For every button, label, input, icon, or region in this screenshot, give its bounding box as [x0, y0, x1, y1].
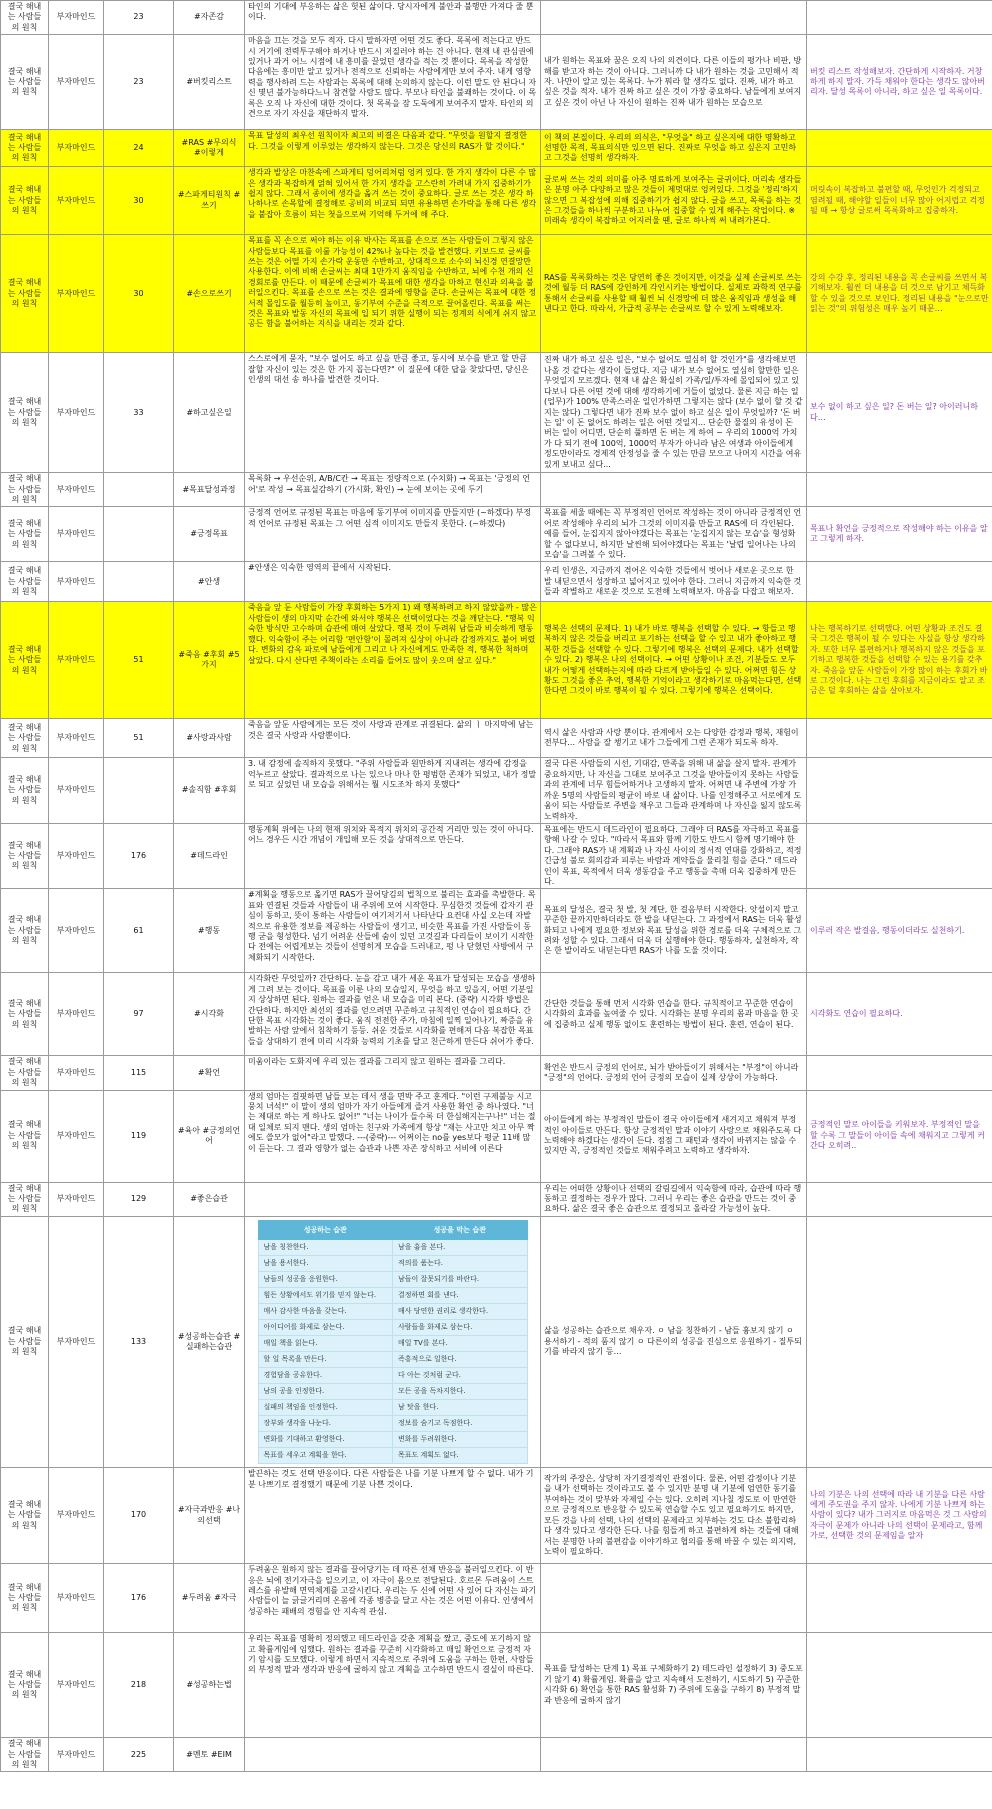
habit-cell: 남의 공을 인정한다. [258, 1384, 393, 1400]
tag-cell: #사랑과사람 [174, 719, 245, 758]
habit-row [258, 1336, 527, 1352]
page-cell: 218 [104, 1633, 174, 1738]
tag-cell: #하고싶은일 [174, 353, 245, 473]
thought-cell: 목표를 달성하는 단계 1) 목표 구체화하기 2) 데드라인 설정하기 3) 중도포기 않기 4) 확률게임. 확률을 알고 지속해서 도전하기, 시도하기 5) 꾸준한 시각화 6) 확언을 통한 RAS 활성화 7) 주위에 도움을 구하기 8) 부정적 말과 반응에 굴하지 않기 [541, 1633, 807, 1738]
tag-cell: #두려움 #자극 [174, 1564, 245, 1633]
table-row [1, 719, 992, 758]
tag-cell: #손으로쓰기 [174, 235, 245, 353]
habit-cell: 변화를 기대하고 환영한다. [258, 1432, 393, 1448]
habit-cell: 힘든 상황에서도 위기를 믿지 않는다. [258, 1288, 393, 1304]
quote-cell: 발끈하는 것도 선택 반응이다. 다른 사람들은 나를 기분 나쁘게 할 수 없다. 내가 기분 나쁘기로 결정했기 때문에 기분 나쁜 것이다. [245, 1468, 541, 1564]
action-cell: 강의 수강 후, 정리된 내용을 꼭 손글씨를 쓰면서 복기해보자. 훨씬 더 내용을 더 것으로 남기고 체득화할 수 있을 것으로 보인다. 정리된 내용을 "눈으로만 읽는 것"의 위험성은 매우 높기 때문… [807, 235, 992, 353]
quote-cell: 행동계획 위에는 나의 현재 위치와 목적지 위치의 공간적 거리만 있는 것이 아니다. 어느 경우든 시간 개념이 개입해 모든 것을 상대적으로 만든다. [245, 823, 541, 888]
page-cell [104, 507, 174, 562]
habit-row [258, 1320, 527, 1336]
category-cell: 결국 해내는 사람들의 원칙 [1, 1564, 49, 1633]
tag-cell: #RAS #무의식 #이렇게 [174, 130, 245, 167]
quote-cell: 타인의 기대에 부응하는 삶은 헛된 삶이다. 당시자에게 불안과 불행만 가져다 줄 뿐이다. [245, 1, 541, 35]
quote-cell: 스스로에게 묻자, "보수 없어도 하고 싶을 만큼 좋고, 동시에 보수를 받고 할 만큼 잘할 자신이 있는 것은 한 가지 꼽는다면?" 이 질문에 대한 답을 찾았다면, 당신은 인생의 대선 송 하나를 발견한 것이다. [245, 353, 541, 473]
quote-cell: 미움이라는 도화지에 우리 있는 결과를 그리지 않고 원하는 결과를 그리다. [245, 1056, 541, 1090]
author-cell: 부자마인드 [49, 973, 104, 1056]
table-row [1, 1564, 992, 1633]
author-cell: 부자마인드 [49, 1182, 104, 1216]
category-cell: 결국 해내는 사람들의 원칙 [1, 602, 49, 719]
tag-cell: #성공하는법 [174, 1633, 245, 1738]
table-row [1, 130, 992, 167]
page-cell: 51 [104, 602, 174, 719]
action-cell [807, 1182, 992, 1216]
author-cell: 부자마인드 [49, 473, 104, 507]
table-row [1, 973, 992, 1056]
action-cell [807, 562, 992, 602]
habit-row [258, 1432, 527, 1448]
page-cell: 61 [104, 889, 174, 973]
tag-cell: #목표달성과정 [174, 473, 245, 507]
table-row [1, 1, 992, 35]
page-cell: 23 [104, 1, 174, 35]
habit-cell: 아이디어를 화제로 삼는다. [258, 1320, 393, 1336]
category-cell: 결국 해내는 사람들의 원칙 [1, 235, 49, 353]
category-cell: 결국 해내는 사람들의 원칙 [1, 823, 49, 888]
habit-header-success: 성공하는 습관 [258, 1220, 393, 1239]
thought-cell: 이 책의 본질이다. 우리의 의식은, "무엇을" 하고 싶은지에 대한 명확하고 선명한 목적, 목표의식만 있으면 된다. 진짜로 무엇을 하고 싶은지 고민하고 그것을 선명히 생각하자. [541, 130, 807, 167]
author-cell: 부자마인드 [49, 1090, 104, 1182]
table-row [1, 1468, 992, 1564]
habit-cell: 적의를 품는다. [393, 1256, 528, 1272]
habit-row [258, 1400, 527, 1416]
action-cell: 머릿속이 복잡하고 불편할 때, 무엇인가 걱정되고 염려될 때, 해야할 일들이 너무 많아 어지럽고 걱정될 때 → 항상 글로써 목록화하고 집중하자. [807, 167, 992, 235]
thought-cell: 작가의 주장은, 상당히 자기결정적인 관점이다. 물론, 어떤 감정이나 기분을 내가 선택하는 것이라고도 볼 수 있지만 분명 내 기분에 엄연한 동기를 부여하는 것이 맞부와 자제일 수는 있다. 오히려 지나칠 정도로 이 만연한으로 긍정적으로 반응할 수 있도록 연습할 수도 있고 필요하기도 하지만, 모든 것을 나의 선택, 나의 선택의 문제라고 치부하는 것도 다소 불합리하다 생각 있다고 생각한 든다. 나를 힘들게 하고 불편하게 하는 것들에 대해서는 분명한 나의 불편감을 이야기하고 협의를 통해 바꿀 수 있는 의지력, 노력이 필요하다. [541, 1468, 807, 1564]
habit-cell: 실패의 책임을 인정한다. [258, 1400, 393, 1416]
action-cell [807, 1, 992, 35]
action-cell [807, 1056, 992, 1090]
table-row [1, 758, 992, 823]
author-cell: 부자마인드 [49, 130, 104, 167]
action-cell [807, 823, 992, 888]
table-row [1, 562, 992, 602]
category-cell: 결국 해내는 사람들의 원칙 [1, 1216, 49, 1467]
action-cell [807, 1564, 992, 1633]
habit-comparison-table [258, 1220, 528, 1464]
habit-row [258, 1416, 527, 1432]
tag-cell: #버킷리스트 [174, 35, 245, 130]
tag-cell: #행동 [174, 889, 245, 973]
table-row [1, 823, 992, 888]
action-cell: 보수 없이 하고 싶은 일? 돈 버는 일? 아이러니하다… [807, 353, 992, 473]
page-cell: 133 [104, 1216, 174, 1467]
action-cell [807, 1738, 992, 1772]
thought-cell: 우리 인생은, 지금까지 겪어온 익숙한 것들에서 벗어나 새로운 곳으로 한 발 내딛으면서 성장하고 넓어지고 있어야 한다. 그러니 지금까지 익숙한 것들과 작별하고 새로운 것으로 도전해 노력해보자. 마음을 다잡고 해보자. [541, 562, 807, 602]
author-cell: 부자마인드 [49, 1633, 104, 1738]
category-cell: 결국 해내는 사람들의 원칙 [1, 973, 49, 1056]
table-row [1, 1216, 992, 1467]
author-cell: 부자마인드 [49, 1468, 104, 1564]
action-cell: 이루러 작은 발걸음, 행동이더라도 실천하기. [807, 889, 992, 973]
thought-cell: 목표를 세울 때에는 꼭 부정적인 언어로 작성하는 것이 아니라 긍정적인 언어로 작성해야 우리의 뇌가 그것의 이미지를 만들고 RAS에 더 각인된다. 예를 들어, 눈집지지 않아야겠다는 목표는 '눈집지지 않는 모습'을 형성화할 수 없다보니, 하지만 날씬해 되어야겠다는 목표는 '날렵 일어나는 나의 모습'을 그려볼 수 있다. [541, 507, 807, 562]
thought-cell: 글로써 쓰는 것의 의미를 아주 명료하게 보여주는 글귀이다. 머리속 생각들은 분명 아주 다양하고 많은 것들이 제멋대로 엉켜있다. 그것을 '정리'하지 않으면 그 복잡성에 의해 집중하기가 쉽지 않다. 글을 쓰고, 목록을 하는 것은 그것들을 하나씩 구분하고 나누어 집중할 수 있게 해주는 작업이다. ※ 미래속 생각이 복잡하고 어지러울 땐, 글로 하나씩 써 내려가본다. [541, 167, 807, 235]
thought-cell: 목표의 달성은, 결국 첫 발, 첫 계단, 한 걸음부터 시작한다. 앗설이지 말고 꾸준한 끝까지만하더라도 한 발을 내딛는다. 그 과정에서 RAS는 더욱 활성화되고 나에게 필요한 정보와 목표 달성을 위한 경로를 더욱 구체적으로 그려와 성할 수 있다. 그래서 더욱 더 실행해야 한다. 행동하자, 실천하자, 작은 한 발이라도 내딛는다면 RAS가 나를 도울 것이다. [541, 889, 807, 973]
quote-cell: 목표 달성의 최우선 원칙이자 최고의 비결은 다음과 같다. "무엇을 원할지 결정한다. 그것을 이렇게 이루었는 생각하지 않는다. 그것은 당신의 RAS가 할 것이다." [245, 130, 541, 167]
table-row [1, 167, 992, 235]
category-cell: 결국 해내는 사람들의 원칙 [1, 719, 49, 758]
table-row [1, 1090, 992, 1182]
thought-cell: 역시 삶은 사람과 사랑 뿐이다. 관계에서 오는 다양한 감정과 행복, 재험이 전부다… 사람을 잘 챙기고 내가 그들에게 그런 존재가 되도록 하자. [541, 719, 807, 758]
author-cell: 부자마인드 [49, 235, 104, 353]
category-cell: 결국 해내는 사람들의 원칙 [1, 1633, 49, 1738]
author-cell: 부자마인드 [49, 823, 104, 888]
action-cell: 버킷 리스트 작성해보자. 간단하게 시작하자. 거창하게 하지 말자. 가득 채워야 한다는 생각도 않아버리자. 달성 목록이 아니라, 하고 싶은 일 목록이다. [807, 35, 992, 130]
page-cell: 51 [104, 719, 174, 758]
thought-cell: 목표에는 반드시 데드라인이 필요하다. 그래야 더 RAS를 자극하고 목표를 향해 나갈 수 있다. "따라서 목표와 함께 기한도 반드시 함께 명기해야 한다. 그래야 RAS가 내 계획과 나 자신 사이의 정서적 연대를 강화하고, 적정 긴급성 불로 회의감과 피루는 바람과 계약들을 물리칠 힘을 준다." 데드라인이 목표, 목적에서 더욱 생동감을 주고 행동을 촉매 더욱 집중하게 만든다. [541, 823, 807, 888]
habit-cell: 할 일 목록을 만든다. [258, 1352, 393, 1368]
quote-cell: 죽음을 앞둔 사람에게는 모든 것이 사랑과 관계로 귀결된다. 삶의 ㅣ 마지막에 남는 것은 결국 사랑과 사람뿐이다. [245, 719, 541, 758]
habit-cell: 매일 TV를 본다. [393, 1336, 528, 1352]
table-row [1, 889, 992, 973]
page-cell: 176 [104, 1564, 174, 1633]
habit-cell: 경험담을 공유한다. [258, 1368, 393, 1384]
category-cell: 결국 해내는 사람들의 원칙 [1, 1468, 49, 1564]
habit-cell: 매사 감사한 마음을 갖는다. [258, 1304, 393, 1320]
habit-row [258, 1256, 527, 1272]
habit-cell: 사람들을 화제로 삼는다. [393, 1320, 528, 1336]
habit-row [258, 1352, 527, 1368]
thought-cell: 결국 다른 사람들의 시선, 기대감, 만족을 위해 내 삶을 살지 말자. 관계가 중요하지만, 나 자신을 그대로 보여주고 그것을 받아들이지 못하는 사람들과의 관계에 너무 힘들어하거나 고생하지 말자. 어쩌면 내 주변에 가장 가까운 5명의 사람들의 평균이 바로 내 삶이다. 나를 인정해주고 서로에게 도움이 되는 사람들로 주변을 채우고 그들과 관계하며 나 자신을 잃지 않도록 노력하자. [541, 758, 807, 823]
habit-cell: 남을 용서한다. [258, 1256, 393, 1272]
habit-header-fail: 성공을 막는 습관 [393, 1220, 528, 1239]
page-cell: 170 [104, 1468, 174, 1564]
page-cell: 24 [104, 130, 174, 167]
table-row [1, 35, 992, 130]
action-cell: 나는 행복하기로 선택했다. 어떤 상황과 조건도 결국 그것은 행복이 될 수 있다는 사실을 항상 생각하자. 또한 너무 불편하거나 행복하지 않은 것들을 포기하고 행복한 것들을 선택할 수 있는 용기를 갖추자. 죽음을 앞둔 사람들이 가장 많이 하는 후회가 바로 그것이다. 나는 그런 후회를 지금이라도 알고 조금은 덜 후회하는 삶을 살아보자. [807, 602, 992, 719]
table-row [1, 1182, 992, 1216]
tag-cell: #좋은습관 [174, 1182, 245, 1216]
quote-cell [245, 1216, 541, 1467]
habit-row [258, 1272, 527, 1288]
quote-cell: 목표를 꼭 손으로 써야 하는 이유 박사는 목표를 손으로 쓰는 사람들이 그렇지 않은 사람들보다 목표를 이룰 가능성이 42%나 높다는 것을 발견했다. 키보드로 글씨를 쓰는 것은 어떨 가지 손가락 운동만 수반하고, 상대적으로 소수의 뇌신경 연결망만 사용한다. 이에 비해 손글씨는 최대 1만가지 움직임을 수반하고, 뇌에 수천 개의 신경회로를 만든다. 이 때문에 손글씨가 목표에 대한 생각을 마하고 현신과 의욕을 불러일으킨다. 목표를 손으로 쓰는 것은 결과에 영향을 준다. 손글씨는 목표에 대한 정서적 몰입도를 월등히 높이고, 동기부여 수준을 극적으로 끌어올린다. 목표를 써는 것은 목표와 발동 자신의 목표에 입 되기 위한 실행이 되는 정계의 식에게 쉬지 않고 공든 함을 불어하는 지식을 내리는 것과 같다. [245, 235, 541, 353]
habit-cell: 정보를 숨기고 독점한다. [393, 1416, 528, 1432]
category-cell: 결국 해내는 사람들의 원칙 [1, 1738, 49, 1772]
action-cell: 목표나 확언을 긍정적으로 작성해야 하는 이유을 알고 그렇게 하자. [807, 507, 992, 562]
habit-row [258, 1368, 527, 1384]
category-cell: 결국 해내는 사람들의 원칙 [1, 562, 49, 602]
action-cell [807, 473, 992, 507]
category-cell: 결국 해내는 사람들의 원칙 [1, 35, 49, 130]
page-cell: 97 [104, 973, 174, 1056]
quote-cell: 시각화란 무엇일까? 간단하다. 눈을 감고 내가 세운 목표가 달성되는 모습을 생생하게 그려 보는 것이다. 목표를 이룬 나의 모습일지, 무엇을 하고 있을지, 어떤 기분일지 상상하면 된다. 원하는 결과를 얻은 내 모습을 미리 본다. (중략) 시각화 방법은 간단하다. 하지만 최선의 결과를 얻으려면 꾸준하고 규칙적인 연습이 필요하다. 간단한 목표 시각화는 것이 좋다. 움직 전전한 주가, 마침에 일찍 일어나기, 짜증을 유발하는 사람 앞에서 침착하기 등등. 쉬운 것들로 시각화를 편해져 다음 복잡한 목표들을 상대하기 전에 미리 시각화 능력의 기초를 달고 친근하게 만든다 쉬어가 좋다. [245, 973, 541, 1056]
table-row [1, 507, 992, 562]
quote-cell: 긍정적 언어로 규정된 목표는 마음에 동기부여 이미지를 만들지만 (~하겠다) 부정적 언어로 규정된 목표는 그 어떤 심적 이미지도 만들지 못한다. (~하겠다) [245, 507, 541, 562]
category-cell: 결국 해내는 사람들의 원칙 [1, 473, 49, 507]
page-cell: 30 [104, 167, 174, 235]
category-cell: 결국 해내는 사람들의 원칙 [1, 758, 49, 823]
habit-cell: 장부와 생각을 나눈다. [258, 1416, 393, 1432]
habit-cell: 매일 책을 읽는다. [258, 1336, 393, 1352]
quote-cell: #계획을 행동으로 옮기면 RAS가 끌어당김의 법칙으로 불리는 효과를 촉발한다. 목표와 연결된 것들과 사람들이 내 주위에 모여 시작한다. 무심한것 것들에 갑자기 관심이 동하고, 뜻이 통하는 사람들이 여기저기서 나타난다 요컨대 사실 오는데 자발적으로 유용한 정보를 제공하는 사람들이 생기고, 비슷한 목표를 가진 사람들이 동행 굳을 형성한다. 넘기 어려운 산들에 숨이 있던 고것길과 다리들이 보이기 시작한다 전에는 어렵게보는 것들이 선명히게 모습을 드러내고, 펑 나 닫혔던 사방에서 구체화되기 시작한다. [245, 889, 541, 973]
page-cell: 33 [104, 353, 174, 473]
category-cell: 결국 해내는 사람들의 원칙 [1, 507, 49, 562]
author-cell: 부자마인드 [49, 562, 104, 602]
habit-cell: 매사 당연한 권리로 생각한다. [393, 1304, 528, 1320]
tag-cell: #죽음 #후회 #5가지 [174, 602, 245, 719]
page-cell [104, 758, 174, 823]
quote-cell [245, 1738, 541, 1772]
tag-cell: #시각화 [174, 973, 245, 1056]
author-cell: 부자마인드 [49, 167, 104, 235]
tag-cell: #육아 #긍정의언어 [174, 1090, 245, 1182]
tag-cell: #자존감 [174, 1, 245, 35]
quote-cell: 목록화 → 우선순위, A/B/C칸 → 목표는 정량적으로 (수치화) → 목표는 '긍정의 언어'로 작성 → 목표실감하기 (가시화, 확인) → 눈에 보이는 곳에 두기 [245, 473, 541, 507]
thought-cell: RAS를 목록화하는 것은 당연히 좋은 것이지만, 이것을 실제 손글씨로 쓰는 것에 월등 더 RAS에 강인하게 각인시키는 방법이다. 실제로 과학적 연구를 통해서 손글씨를 사용할 때 훨씬 뇌 신경망에 더 많은 움직임과 생성을 해 낸다고 한다. 따라서, 가급적 공부는 손글씨로 할 수 있게 노력해보자. [541, 235, 807, 353]
category-cell: 결국 해내는 사람들의 원칙 [1, 1090, 49, 1182]
habit-cell: 변화를 두려워한다. [393, 1432, 528, 1448]
habit-cell: 남 탓을 한다. [393, 1400, 528, 1416]
habit-cell: 남을 칭찬한다. [258, 1240, 393, 1256]
tag-cell: #안생 [174, 562, 245, 602]
tag-cell: #데드라인 [174, 823, 245, 888]
action-cell: 시각화도 연습이 필요하다. [807, 973, 992, 1056]
author-cell: 부자마인드 [49, 1, 104, 35]
author-cell: 부자마인드 [49, 602, 104, 719]
action-cell [807, 719, 992, 758]
thought-cell [541, 1564, 807, 1633]
author-cell: 부자마인드 [49, 758, 104, 823]
quote-cell: 죽음을 앞 둔 사람들이 가장 후회하는 5가지 1) 왜 행복하려고 하지 않았을까 - 많은 사람들이 생의 마지막 순간에 와서야 행복은 선택이었다는 것을 깨닫는다. "행복 익숙한 방식만 고수하며 습관에 매여 살았다. 행복 것이 두려워 남들과 비슷하게 행동했다. 익숙함이 주는 어리함 '편안함'이 몰려져 실상이 아니라 감정까지도 붙어 버렸다. 변화의 감옥 파로에 남들에게 그리고 나 자신에게도 만족한 적, 행복한 척하며 살았다. 다시 산다면 주책이라는 소리를 들어도 많이 웃으며 살고 싶다." [245, 602, 541, 719]
action-cell [807, 1633, 992, 1738]
quote-cell [245, 1182, 541, 1216]
thought-cell: 우리는 어떠한 상황이나 선택의 갈림길에서 익숙함에 따라, 습관에 따라 행동하고 결정하는 경우가 많다. 그러니 우리는 좋은 습관을 만드는 것이 중요하다. 삶은 결국 좋은 습관으로 결정되고 올라갈 가능성이 높다. [541, 1182, 807, 1216]
table-row [1, 473, 992, 507]
thought-cell [541, 1738, 807, 1772]
action-cell: 긍정적인 말로 아이들을 키워보자. 부정적인 말을 할 수록 그 말들이 아이들 속에 채워지고 그렇게 커간다 오히려.. [807, 1090, 992, 1182]
category-cell: 결국 해내는 사람들의 원칙 [1, 1056, 49, 1090]
quote-cell: 생각과 발상은 마찬속에 스파게티 덩어리처럼 엉켜 있다. 한 가지 생각이 다른 수 많은 생각과 복잡하게 얽혀 있어서 한 가지 생각을 고스란히 가려내 가지 집중하기가 쉽지 않다. 그래서 종이에 생각을 옮겨 쓰는 것이 중요하다. 글로 쓰는 것은 생각 하나하나로 손목할에 결정해로 공비의 비교되 되면 유용하면 손가락을 통해 다른 생각을 붙잡아 흐름이 되는 첫을으로써 기억해 두거에 해 주다. [245, 167, 541, 235]
author-cell: 부자마인드 [49, 507, 104, 562]
quote-cell: 3. 내 감정에 솔직하지 못했다. "주위 사람들과 원만하게 지내려는 생각에 감정을 억누르고 살았다. 결과적으로 나는 있으나 마나 한 평범한 존재가 되었고, 내가 정말로 되고 싶었던 내 모습을 위해서는 뭘 시도조차 하지 못했다" [245, 758, 541, 823]
thought-cell [541, 473, 807, 507]
tag-cell: #스파게티원칙 #쓰기 [174, 167, 245, 235]
tag-cell: #자극과반응 #나의선택 [174, 1468, 245, 1564]
thought-cell: 아이들에게 하는 부정적인 말들이 결국 아이들에게 새겨지고 채워져 부정적인 아이들로 만든다. 항상 긍정적인 말과 이야기 사랑으로 채워주도록 다 노력해야 하겠다는 생각이 든다. 점점 그 패턴과 생각이 바뀌지는 않을 수 있지만 꼭, 긍정적인 것들로 채워주려고 노력하고 생각하자. [541, 1090, 807, 1182]
category-cell: 결국 해내는 사람들의 원칙 [1, 167, 49, 235]
habit-cell: 목표도 계획도 없다. [393, 1448, 528, 1464]
category-cell: 결국 해내는 사람들의 원칙 [1, 353, 49, 473]
table-row [1, 353, 992, 473]
quote-cell: #안생은 익숙한 영역의 끝에서 시작된다. [245, 562, 541, 602]
category-cell: 결국 해내는 사람들의 원칙 [1, 889, 49, 973]
thought-cell: 확언은 반드시 긍정의 언어로, 뇌가 받아들이기 위해서는 "부정"이 아니라 "긍정"의 언어다. 긍정의 언어 긍정의 모습이 실제 상상이 가능하다. [541, 1056, 807, 1090]
page-cell: 225 [104, 1738, 174, 1772]
thought-cell: 내가 원하는 목표와 꿈은 오직 나의 의견이다. 다른 이들의 평가나 비판, 방해를 받고자 하는 것이 아니다. 그러니까 다 내가 원하는 것을 고민해서 적자. 나만이 알고 있는 목록다. 누가 뭐라 할 생각도 없다. 진짜, 내가 하고 싶은 것을 적자. 내가 진짜 하고 싶은 것이 가장 중요하다. 남들에게 보여지고 싶은 것이 아닌 나 자신이 원하는 진짜 내가 원하는 모습으로 [541, 35, 807, 130]
page-cell [104, 473, 174, 507]
author-cell: 부자마인드 [49, 889, 104, 973]
table-row [1, 1633, 992, 1738]
action-cell: 나의 기분은 나의 선택에 따라 내 기분을 다른 사람에게 주도권을 주지 않자. 나에게 기분 나쁘게 하는 사람이 있다? 내가 그러지로 마음먹은 것 그 사람의 자극이 문제가 아니라 나의 선택이 문제라고, 함께가로, 선택한 것의 문제임을 알자 [807, 1468, 992, 1564]
habit-row [258, 1240, 527, 1256]
tag-cell: #확언 [174, 1056, 245, 1090]
habit-row [258, 1304, 527, 1320]
habit-row [258, 1288, 527, 1304]
habit-row [258, 1448, 527, 1464]
author-cell: 부자마인드 [49, 1738, 104, 1772]
author-cell: 부자마인드 [49, 1056, 104, 1090]
page-cell [104, 562, 174, 602]
thought-cell: 행복은 선택의 문제다. 1) 내가 바로 행복을 선택할 수 있다. → 항들고 행복하지 않은 것들을 버리고 포기하는 선택을 할 수 있고 내가 좋아하고 행복한 것들을 선택할 수 있다. 그렇기에 행복은 선택의 문제다. 내가 선택할 수 있다. 2) 행복은 나의 선택이다. → 어떤 상황이나 조건, 기분들도 모두 내가 어떻게 선택하는지에 따라 다르게 받아들일 수 있다. 어쩌면 힘든 상황도 그것을 좋은 추억, 행복한 기억이라고 생각하기로 마음먹는다면, 선택한다면 그것이 바로 행복이 될 수 있다. 그렇기에 행복은 선택이다. [541, 602, 807, 719]
habit-cell: 결정하면 회를 낸다. [393, 1288, 528, 1304]
tag-cell: #긍정목표 [174, 507, 245, 562]
page-cell: 23 [104, 35, 174, 130]
quote-cell: 두려움은 원하지 않는 결과를 끌어당기는 데 따른 선채 반응을 불러일으킨다. 이 반응은 뇌에 전기자극을 일으키고, 이 자극이 몸으로 전달된다. 호르몬 두려움이 스트레스를 유발해 면역체계를 고갈시킨다. 우리는 두 신에 어떤 사 있어 다 자신는 파기 사람들이 늘 긁글거리며 온몸에 각종 병증을 달고 사는 것은 어떤 이유다. 인생에서 성공하는 패배의 경험을 안 지속적 관심. [245, 1564, 541, 1633]
table-row [1, 1738, 992, 1772]
table-row [1, 235, 992, 353]
habit-cell: 모든 공을 독차지한다. [393, 1384, 528, 1400]
habit-cell: 남을 흉을 본다. [393, 1240, 528, 1256]
page-cell: 129 [104, 1182, 174, 1216]
page-cell: 115 [104, 1056, 174, 1090]
habit-row [258, 1384, 527, 1400]
habit-cell: 남들이 잘못되기를 바란다. [393, 1272, 528, 1288]
tag-cell: #성공하는습관 #실패하는습관 [174, 1216, 245, 1467]
thought-cell: 진짜 내가 하고 싶은 일은, "보수 없어도 열심히 할 것인가"를 생각해보면 나올 것 같다는 생각이 들었다. 지금 내가 보수 없어도 열심히 할만한 일은 무엇일지 모르겠다. 현재 내 삶은 확실히 가족/일/투자에 몰입되어 있고 있다보니 다른 어떤 것에 대해 생각하기에 거들이 없었다. 물론 지금 하는 일(업무)가 100% 만족스러운 일인가하면 그렇지는 않다 (보수 없이 할 것 같지는 않다) 그렇다면 내가 진짜 보수 없이 하고 싶은 일이 무엇일까? '돈 버는 일' 이 돈 없어도 하려는 일은 어떤 것일지... 단순한 물질의 유성이 돈 버는 일이 어디면, 단순히 풀하면 돈 버는 게 하여 ~ 우리의 1000억 가치가 다 되기 전에 100억, 1000억 부자가 아니라 남은 여생과 아이들에게 정도만이라도 경제적 안정성을 줄 수 있는 만큼 모으고 나머지 시간을 여유있게 보내고 싶다... [541, 353, 807, 473]
page-cell: 119 [104, 1090, 174, 1182]
quote-cell: 생의 엄마는 걸핏하면 남들 보는 데서 생을 면박 주고 훈계다. "이런 구제불능 시고뭉치 녀석!" 이 말이 생의 엄마가 자기 아들에게 즐겨 사용한 확언 중 하나였다. "너는 제대로 하는 게 하나도 없어!" "너는 나이가 들수록 더 한심해지는구나!" 너는 절대 일체로 되지 맨다. 생의 엄마는 친구와 가족에게 항상 "재는 사고만 치고 아무 짝에도 쓸모가 없어"라고 말했다. ---(중략)--- 어쩌이는 no를 yes보다 평균 11배 많이 듣는다. 그 결과 영향가 없는 습관과 나쁜 자존 장식하고 서비에 이른다 [245, 1090, 541, 1182]
action-cell [807, 130, 992, 167]
author-cell: 부자마인드 [49, 35, 104, 130]
category-cell: 결국 해내는 사람들의 원칙 [1, 130, 49, 167]
author-cell: 부자마인드 [49, 353, 104, 473]
quote-cell: 우리는 목표를 명확히 정의했고 데드라인을 갖춘 계획을 짰고, 중도에 포기하지 않고 확률게임에 임했다. 원하는 결과를 꾸준히 시각화하고 매일 확언으로 긍정적 자기 암시를 도모했다. 이렇게 하면서 지속적으로 주위에 도움을 구하는 한편, 사람들의 부정적 말과 생각과 반응에 굴하지 않고 계획을 고수하면 반드시 결실이 따른다. [245, 1633, 541, 1738]
quote-cell: 마음을 끄는 것을 모두 적자. 다시 말하자면 어떤 것도 좋다. 목록에 적는다고 반드시 거기에 전력투구해야 하거나 반드시 저질러야 하는 건 아니다. 현재 내 관심권에 있거나 과거 어느 시점에 내 흥미를 끌었던 생각을 적는 것 뿐이다. 목록을 작성한 다음에는 흥미만 알고 있거나 전적으로 신뢰하는 사람에게만 보여 주자. 내게 영향력을 행사하려 드는 사람과는 목록에 대해 논의하지 않는다. 이런 말도 안 된다니 자신 몇년 불가능하다느니 참견할 사람도 많다. 부모나 타인을 불쾌하는 것이다. 이 목록은 오직 나 자신에 대한 것이다. 첫 목록을 잠 도둑에게 보여주지 말자. 타인의 의견으로 자기 자신을 재단하지 말자. [245, 35, 541, 130]
thought-cell: 삶을 성공하는 습관으로 채우자. ㅇ 남을 칭찬하기 - 남들 흉보지 않기 ㅇ 용서하기 - 적의 품지 않기 ㅇ 다른이의 성공을 진심으로 응원하기 - 질투되기를 바라지 않기 등… [541, 1216, 807, 1467]
thought-cell [541, 1, 807, 35]
habit-cell: 목표를 세우고 계획을 한다. [258, 1448, 393, 1464]
habit-cell: 다 아는 것처럼 군다. [393, 1368, 528, 1384]
category-cell: 결국 해내는 사람들의 원칙 [1, 1, 49, 35]
action-cell [807, 758, 992, 823]
action-cell [807, 1216, 992, 1467]
page-cell: 30 [104, 235, 174, 353]
habit-cell: 즉흥적으로 일한다. [393, 1352, 528, 1368]
table-row [1, 1056, 992, 1090]
author-cell: 부자마인드 [49, 1216, 104, 1467]
author-cell: 부자마인드 [49, 719, 104, 758]
thought-cell: 간단한 것들을 통해 먼저 시각화 연습을 한다. 규칙적이고 꾸준한 연습이 시각화의 효과를 높여줄 수 있다. 시각화는 분명 우리의 몸과 마음을 한 곳에 집중하고 실제 행동 없이도 훈련하는 방법이 된다. 훈련, 연습이 된다. [541, 973, 807, 1056]
tag-cell: #멘토 #EIM [174, 1738, 245, 1772]
table-row [1, 602, 992, 719]
page-cell: 176 [104, 823, 174, 888]
habit-cell: 남들의 성공을 응원한다. [258, 1272, 393, 1288]
category-cell: 결국 해내는 사람들의 원칙 [1, 1182, 49, 1216]
tag-cell: #솔직함 #후회 [174, 758, 245, 823]
author-cell: 부자마인드 [49, 1564, 104, 1633]
